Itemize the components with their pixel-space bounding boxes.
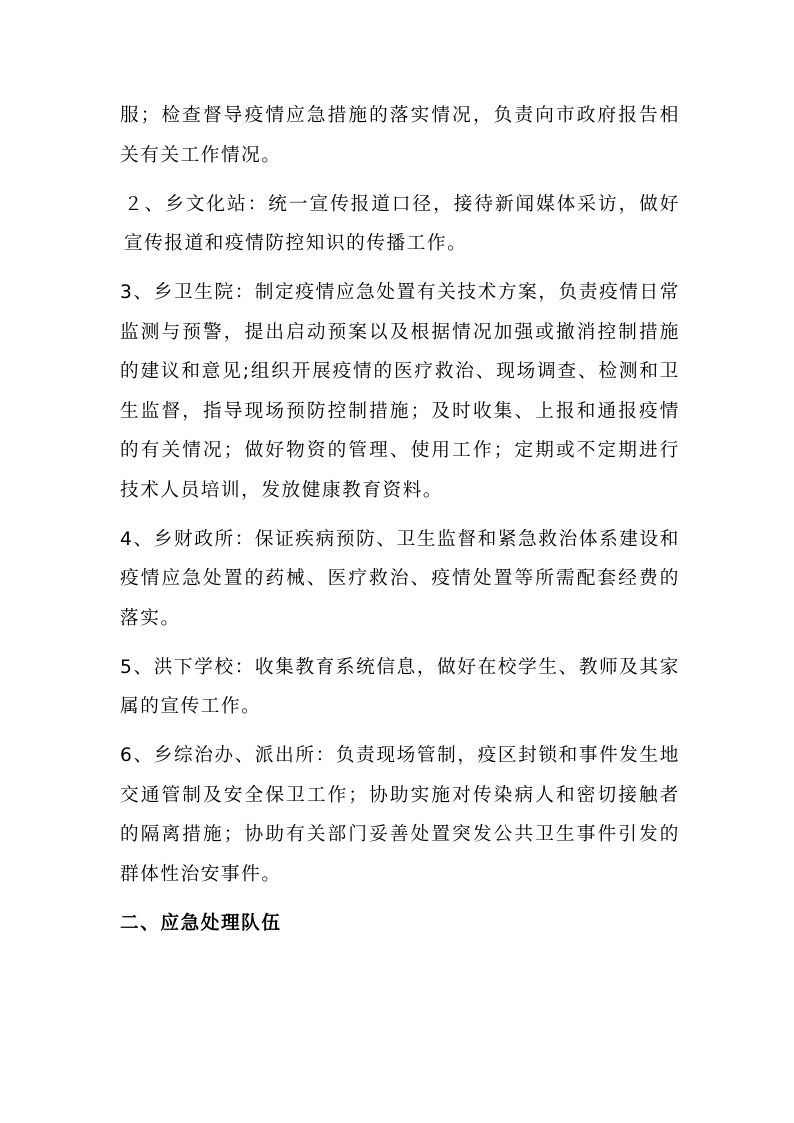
paragraph-item-2: ２、乡文化站：统一宣传报道口径，接待新闻媒体采访，做好宣传报道和疫情防控知识的传播工作。 [124,193,680,254]
document-body [120,96,680,943]
paragraph-item-6: 6、乡综治办、派出所：负责现场管制，疫区封锁和事件发生地交通管制及安全保卫工作；协助实施对传染病人和密切接触者的隔离措施；协助有关部门妥善处置突发公共卫生事件引发的群体性治安事件。 [120,745,680,885]
paragraph-item-5: 5、洪下学校：收集教育系统信息，做好在校学生、教师及其家属的宣传工作。 [120,656,680,717]
paragraph-continuation: 服；检查督导疫情应急措施的落实情况，负责向市政府报告相关有关工作情况。 [120,105,680,166]
section-heading: 二、应急处理队伍 [120,912,282,934]
paragraph-item-4: 4、乡财政所：保证疾病预防、卫生监督和紧急救治体系建设和疫情应急处置的药械、医疗救治、疫情处置等所需配套经费的落实。 [120,528,680,629]
paragraph-item-3: 3、乡卫生院：制定疫情应急处置有关技术方案，负责疫情日常监测与预警，提出启动预案以及根据情况加强或撤消控制措施的建议和意见;组织开展疫情的医疗救治、现场调查、检测和卫生监督，指导现场预防控制措施；及时收集、上报和通报疫情的有关情况；做好物资的管理、使用工作；定期或不定期进行技术人员培训，发放健康教育资料。 [120,282,680,501]
